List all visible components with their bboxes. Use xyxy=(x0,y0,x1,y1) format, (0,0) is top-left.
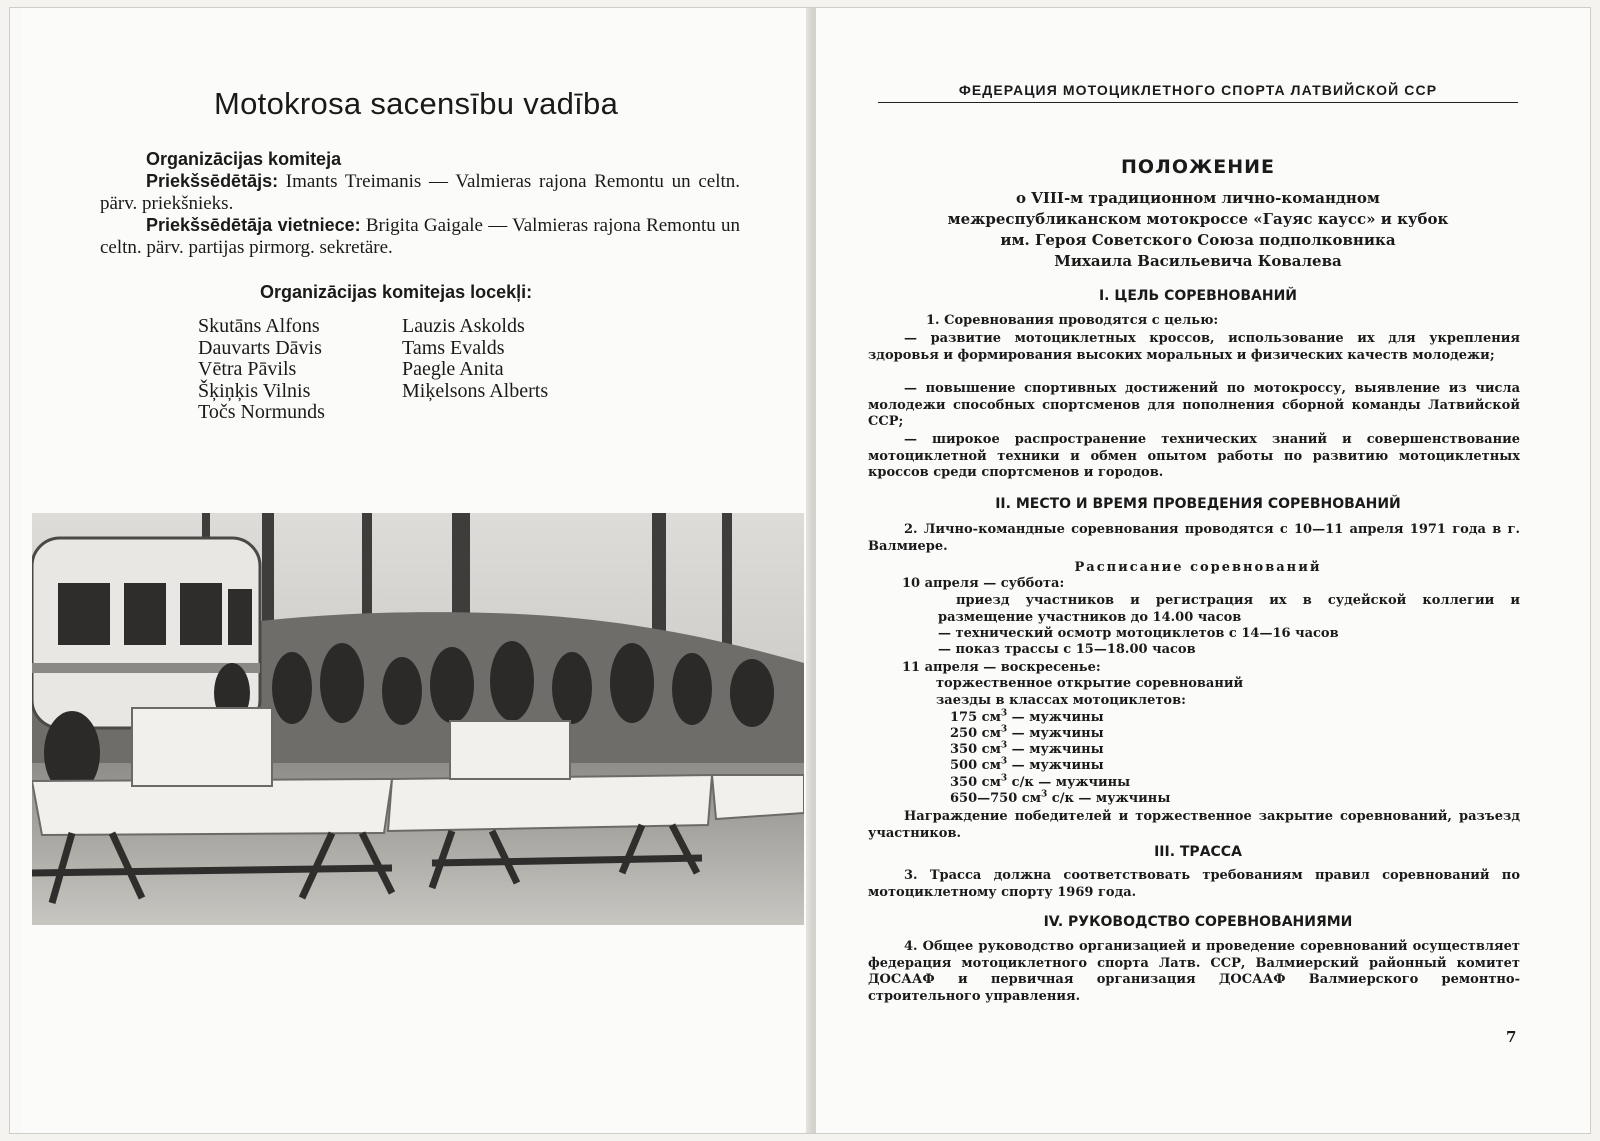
schedule-item: — технический осмотр мотоциклетов с 14—16 часов xyxy=(938,626,1339,641)
section-paragraph: — повышение спортивных достижений по мотокроссу, выявление из числа молодежи способных спортсменов для пополнения сборной команды Латвийской ССР; xyxy=(868,381,1520,429)
class-row: 500 $см^3$ — мужчины xyxy=(950,756,1104,773)
right-page xyxy=(816,8,1590,1133)
subtitle-line: Михаила Васильевича Ковалева xyxy=(1054,252,1342,270)
members-column-1 xyxy=(198,316,325,424)
section-paragraph: 4. Общее руководство организацией и проведение соревнований осуществляет федерация мотоциклетного спорта Латв. ССР, Валмиерский районный комитет ДОСААФ и первичная организация ДОСААФ Валмиерского ремонтно-строительного управления. xyxy=(868,939,1520,1004)
schedule-day: 10 апреля — суббота: xyxy=(902,576,1065,591)
section-heading: IV. РУКОВОДСТВО СОРЕВНОВАНИЯМИ xyxy=(1043,914,1353,930)
section-heading: II. МЕСТО И ВРЕМЯ ПРОВЕДЕНИЯ СОРЕВНОВАНИЙ xyxy=(995,496,1401,512)
schedule-item: торжественное открытие соревнований xyxy=(936,676,1244,691)
section-paragraph: 1. Соревнования проводятся с целью: xyxy=(926,313,1219,328)
event-photo xyxy=(32,513,804,925)
class-row: 250 $см^3$ — мужчины xyxy=(950,724,1104,741)
vice-chair-paragraph xyxy=(100,214,740,259)
section-paragraph: Награждение победителей и торжественное закрытие соревнований, разъезд участников. xyxy=(868,809,1520,841)
page-number: 7 xyxy=(1506,1028,1517,1046)
class-row: 350 $см^3$ — мужчины xyxy=(950,740,1104,757)
member-name: Paegle Anita xyxy=(402,358,504,380)
section-paragraph: — широкое распространение технических знаний и совершенствование мотоциклетной техники и обмен опытом работы по развитию мотоциклетных кроссов среди спортсменов и городов. xyxy=(868,432,1520,480)
members-column-2 xyxy=(402,316,548,402)
member-name: Vētra Pāvils xyxy=(198,358,297,380)
chair-paragraph xyxy=(100,170,740,215)
schedule-item: заезды в классах мотоциклетов: xyxy=(936,693,1186,708)
document-title: ПОЛОЖЕНИЕ xyxy=(1120,156,1275,178)
section-paragraph: 3. Трасса должна соответствовать требованиям правил соревнований по мотоциклетному спорту 1969 года. xyxy=(868,868,1520,900)
members-heading: Organizācijas komitejas locekļi: xyxy=(260,282,533,302)
event-photo-illustration xyxy=(32,513,804,925)
section-paragraph: — развитие мотоциклетных кроссов, использование их для укрепления здоровья и формирования высоких моральных и физических качеств молодежи; xyxy=(868,331,1520,363)
federation-header: ФЕДЕРАЦИЯ МОТОЦИКЛЕТНОГО СПОРТА ЛАТВИЙСКОЙ ССР xyxy=(878,82,1518,103)
schedule-heading: Расписание соревнований xyxy=(1074,560,1322,575)
member-name: Dauvarts Dāvis xyxy=(198,336,322,359)
section-heading: I. ЦЕЛЬ СОРЕВНОВАНИЙ xyxy=(1098,288,1298,304)
booklet-spread xyxy=(10,8,1590,1133)
subtitle-line: межреспубликанском мотокроссе «Гауяс каусс» и кубок xyxy=(947,210,1449,228)
member-name: Tams Evalds xyxy=(402,336,505,359)
schedule-day: 11 апреля — воскресенье: xyxy=(902,660,1101,675)
section-paragraph: 2. Лично-командные соревнования проводятся с 10—11 апреля 1971 года в г. Валмиере. xyxy=(868,522,1520,554)
committee-heading: Organizācijas komiteja xyxy=(146,149,342,169)
subtitle-line: о VIII-м традиционном лично-командном xyxy=(1016,189,1380,207)
page-title: Motokrosa sacensību vadība xyxy=(214,86,619,121)
class-row: 350 $см^3$ с/к — мужчины xyxy=(950,773,1131,790)
chair-label: Priekšsēdētājs: xyxy=(146,171,279,191)
member-name: Miķelsons Alberts xyxy=(402,379,549,402)
subtitle-line: им. Героя Советского Союза подполковника xyxy=(1000,231,1396,249)
class-row: 650—750 $см^3$ с/к — мужчины xyxy=(950,789,1171,806)
section-heading: III. ТРАССА xyxy=(1154,844,1242,860)
left-page xyxy=(22,8,814,1133)
schedule-item: — показ трассы с 15—18.00 часов xyxy=(938,642,1196,657)
member-name: Skutāns Alfons xyxy=(198,315,320,337)
member-name: Lauzis Askolds xyxy=(402,315,525,337)
member-name: Šķiņķis Vilnis xyxy=(198,379,311,402)
schedule-item: приезд участников и регистрация их в судейской коллегии и размещение участников до 14.00 часов xyxy=(938,593,1520,625)
member-name: Točs Normunds xyxy=(198,401,325,423)
class-row: 175 $см^3$ — мужчины xyxy=(950,708,1104,725)
chair-text: Imants Treimanis — Valmieras rajona Remontu un celtn. pärv. priekšnieks. xyxy=(100,171,740,214)
vice-text: Brigita Gaigale — Valmieras rajona Remontu un celtn. pärv. partijas pirmorg. sekretäre. xyxy=(100,215,740,258)
vice-label: Priekšsēdētāja vietniece: xyxy=(146,215,361,235)
